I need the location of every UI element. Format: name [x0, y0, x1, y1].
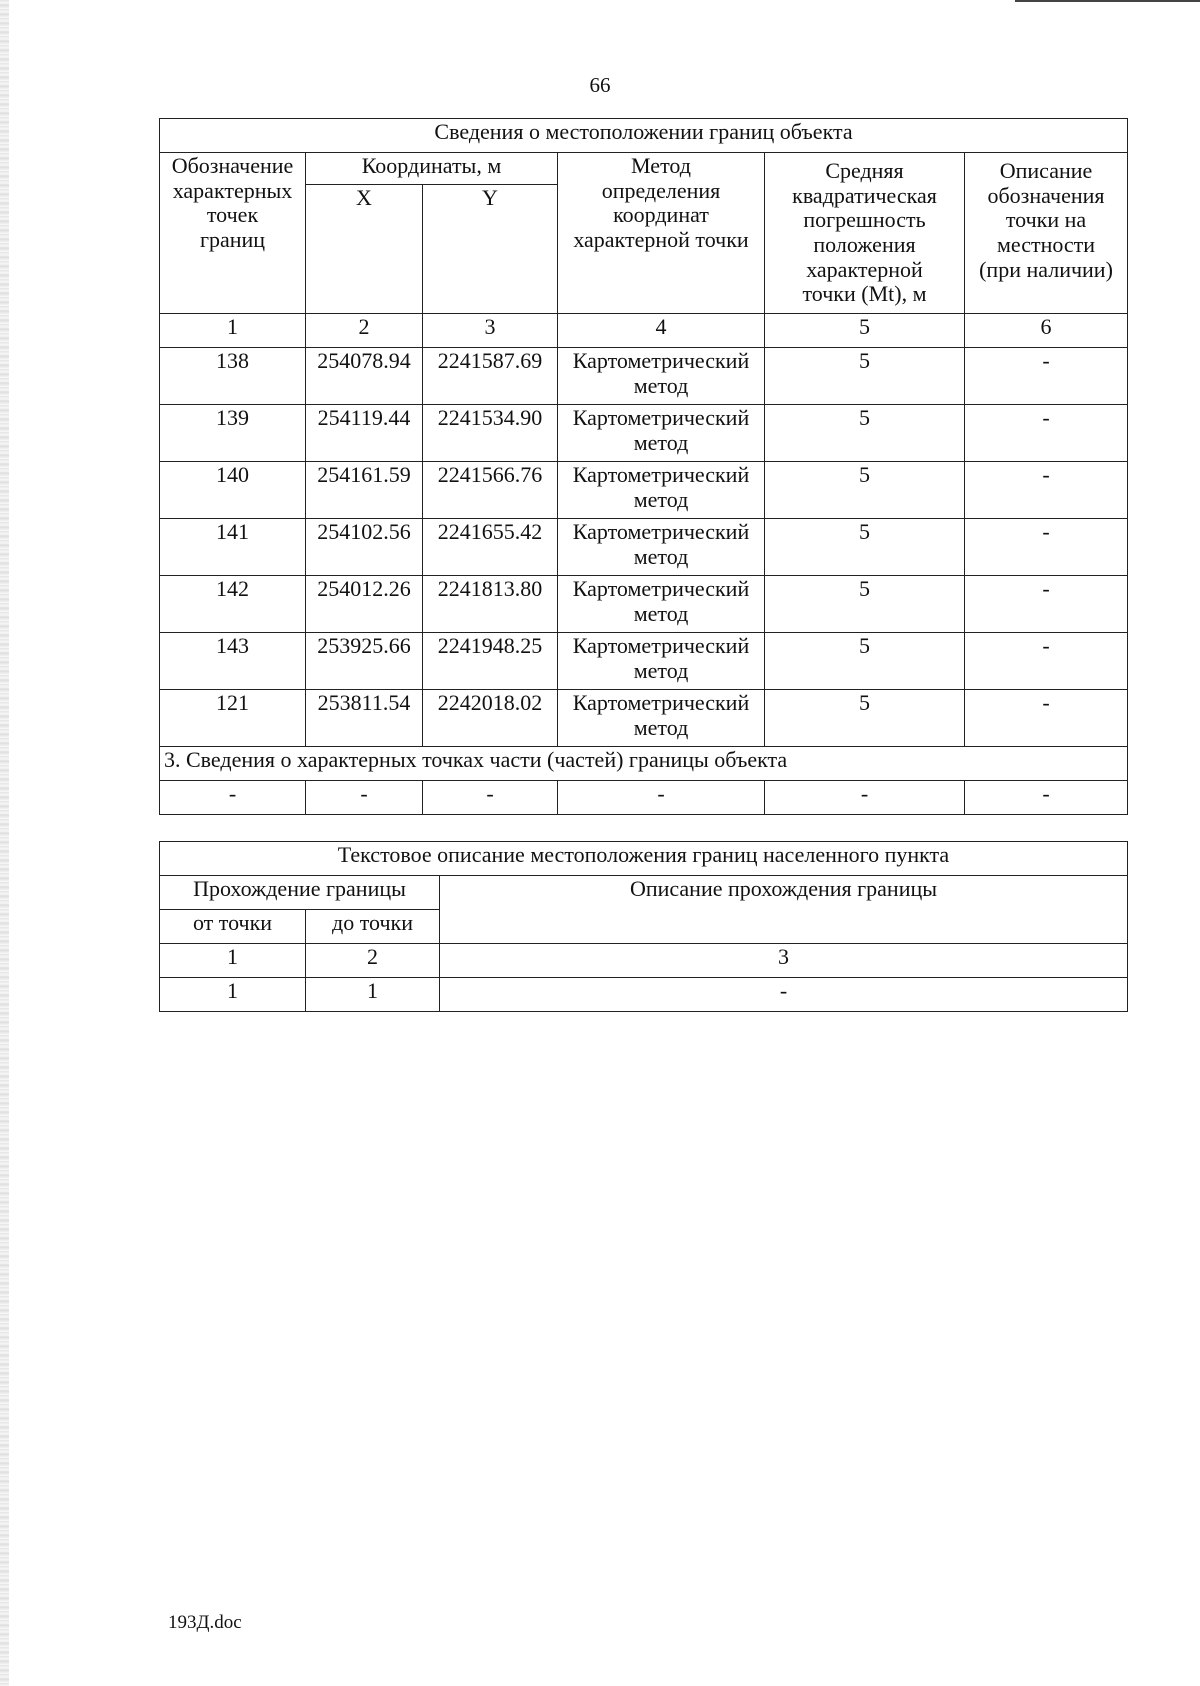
description-cell: - [965, 462, 1128, 519]
method-cell [558, 462, 765, 519]
section3-cell: - [160, 781, 306, 815]
section3-title-row [160, 747, 1128, 781]
point-cell: 121 [160, 690, 306, 747]
header-error-line: квадратическая [792, 182, 937, 208]
column-number-row [160, 314, 1128, 348]
point-cell: 138 [160, 348, 306, 405]
y-cell: 2241813.80 [423, 576, 558, 633]
header-description [965, 153, 1128, 314]
method-line: метод [633, 600, 689, 626]
header-point-line: точек [206, 202, 259, 228]
table-row [160, 405, 1128, 462]
header-passage-description: Описание прохождения границы [440, 876, 1128, 944]
header-error-line: точки (Mt), м [802, 281, 927, 307]
method-line: Картометрический [572, 348, 750, 373]
point-cell: 140 [160, 462, 306, 519]
header-to-point: до точки [306, 910, 440, 944]
header-point-line: характерных [172, 177, 293, 203]
table-row [160, 348, 1128, 405]
section3-cell: - [306, 781, 423, 815]
method-line: метод [633, 429, 689, 455]
header-error [765, 153, 965, 314]
method-line: метод [633, 543, 689, 569]
description-cell: - [965, 405, 1128, 462]
method-line: Картометрический [572, 519, 750, 544]
header-description-line: местности [996, 231, 1096, 257]
section3-row [160, 781, 1128, 815]
method-cell [558, 690, 765, 747]
text-table-column-number-row [160, 944, 1128, 978]
boundary-table [159, 118, 1128, 815]
section3-cell: - [965, 781, 1128, 815]
point-cell: 143 [160, 633, 306, 690]
table-row [160, 576, 1128, 633]
error-cell: 5 [765, 576, 965, 633]
method-cell [558, 633, 765, 690]
x-cell: 253811.54 [306, 690, 423, 747]
column-number: 3 [423, 314, 558, 348]
y-cell: 2241566.76 [423, 462, 558, 519]
header-description-line: точки на [1005, 207, 1087, 233]
y-cell: 2242018.02 [423, 690, 558, 747]
header-method-line: характерной точки [573, 226, 749, 252]
y-cell: 2241948.25 [423, 633, 558, 690]
y-cell: 2241587.69 [423, 348, 558, 405]
column-number: 5 [765, 314, 965, 348]
header-from-point: от точки [160, 910, 306, 944]
x-cell: 253925.66 [306, 633, 423, 690]
point-cell: 139 [160, 405, 306, 462]
section3-title: 3. Сведения о характерных точках части (частей) границы объекта [160, 747, 1128, 781]
method-cell [558, 576, 765, 633]
text-table-header-row [160, 876, 1128, 910]
header-passage: Прохождение границы [160, 876, 440, 910]
error-cell: 5 [765, 690, 965, 747]
header-error-line: погрешность [803, 207, 926, 233]
section3-cell: - [558, 781, 765, 815]
y-cell: 2241655.42 [423, 519, 558, 576]
method-line: Картометрический [572, 405, 750, 430]
to-point-cell: 1 [306, 978, 440, 1012]
column-number: 4 [558, 314, 765, 348]
from-point-cell: 1 [160, 978, 306, 1012]
header-description-line: (при наличии) [979, 256, 1113, 282]
header-description-line: обозначения [987, 182, 1105, 208]
boundary-table-title-row [160, 119, 1128, 153]
x-cell: 254102.56 [306, 519, 423, 576]
header-method-line: определения [601, 177, 721, 203]
x-cell: 254078.94 [306, 348, 423, 405]
description-cell: - [965, 348, 1128, 405]
boundary-table-header-row [160, 153, 1128, 185]
description-cell: - [965, 633, 1128, 690]
header-point-line: границ [199, 226, 266, 252]
header-point-line: Обозначение [171, 153, 294, 178]
method-line: Картометрический [572, 633, 750, 658]
x-cell: 254119.44 [306, 405, 423, 462]
table-row [160, 633, 1128, 690]
method-line: Картометрический [572, 576, 750, 601]
column-number: 1 [160, 314, 306, 348]
method-line: метод [633, 657, 689, 683]
method-cell [558, 348, 765, 405]
method-cell [558, 519, 765, 576]
header-x: X [306, 185, 423, 314]
method-line: метод [633, 486, 689, 512]
boundary-table-title: Сведения о местоположении границ объекта [160, 119, 1128, 153]
column-number: 1 [160, 944, 306, 978]
text-table-title: Текстовое описание местоположения границ населенного пункта [160, 842, 1128, 876]
column-number: 2 [306, 314, 423, 348]
error-cell: 5 [765, 519, 965, 576]
header-error-line: Средняя [825, 158, 904, 183]
x-cell: 254161.59 [306, 462, 423, 519]
table-row [160, 462, 1128, 519]
column-number: 6 [965, 314, 1128, 348]
table-row [160, 978, 1128, 1012]
method-line: метод [633, 714, 689, 740]
description-cell: - [965, 576, 1128, 633]
header-coordinates: Координаты, м [306, 153, 558, 185]
passage-description-cell: - [440, 978, 1128, 1012]
method-line: Картометрический [572, 690, 750, 715]
footer-filename: 193Д.doc [168, 1612, 242, 1633]
error-cell: 5 [765, 348, 965, 405]
header-y: Y [423, 185, 558, 314]
y-cell: 2241534.90 [423, 405, 558, 462]
error-cell: 5 [765, 633, 965, 690]
scan-edge-top [1015, 0, 1200, 2]
x-cell: 254012.26 [306, 576, 423, 633]
method-line: метод [633, 372, 689, 398]
text-table-title-row [160, 842, 1128, 876]
section3-cell: - [765, 781, 965, 815]
header-description-line: Описание [999, 158, 1093, 183]
method-line: Картометрический [572, 462, 750, 487]
description-cell: - [965, 519, 1128, 576]
header-point-designation [160, 153, 306, 314]
header-error-line: положения [813, 231, 916, 257]
table-row [160, 690, 1128, 747]
point-cell: 141 [160, 519, 306, 576]
column-number: 3 [440, 944, 1128, 978]
method-cell [558, 405, 765, 462]
header-method-line: координат [613, 202, 709, 228]
column-number: 2 [306, 944, 440, 978]
section3-cell: - [423, 781, 558, 815]
table-row [160, 519, 1128, 576]
header-method-line: Метод [631, 153, 691, 178]
page-number: 66 [589, 73, 611, 97]
header-error-line: характерной [806, 256, 923, 282]
scan-edge-left [0, 0, 9, 1686]
description-cell: - [965, 690, 1128, 747]
error-cell: 5 [765, 462, 965, 519]
text-description-table [159, 841, 1128, 1012]
point-cell: 142 [160, 576, 306, 633]
header-method [558, 153, 765, 314]
error-cell: 5 [765, 405, 965, 462]
